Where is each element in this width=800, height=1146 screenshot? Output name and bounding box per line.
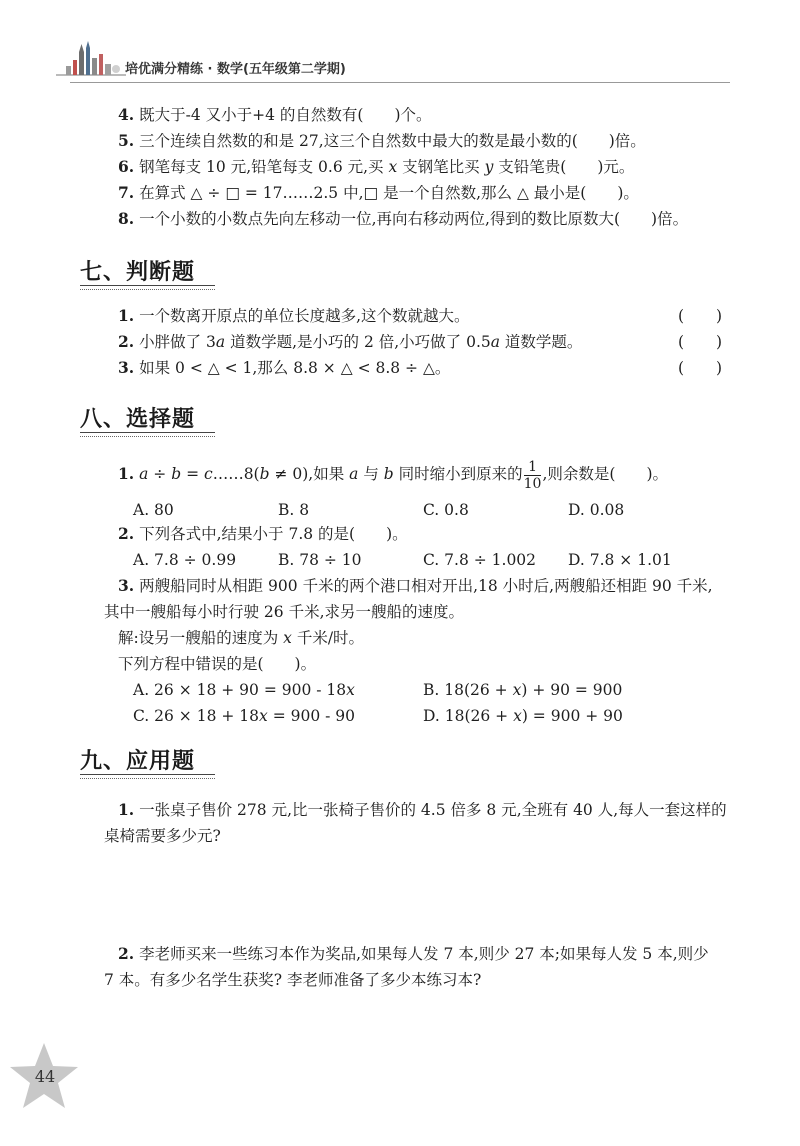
section-underline (80, 285, 215, 292)
item-number: 1. (118, 306, 135, 325)
option-c: C. 7.8 ÷ 1.002 (423, 551, 537, 569)
item-text-part: 钢笔每支 10 元,铅笔每支 0.6 元,买 (139, 158, 389, 176)
item-text: 三个连续自然数的和是 27,这三个自然数中最大的数是最小数的( )倍。 (139, 132, 646, 150)
solution-line: 解:设另一艘船的速度为 x 千米/时。 (118, 629, 365, 647)
item-number: 3. (118, 358, 135, 377)
option-a: A. 7.8 ÷ 0.99 (133, 551, 237, 569)
section-underline (80, 432, 215, 439)
section-title-apply: 九、应用题 (80, 749, 196, 774)
item-number: 4. (118, 105, 135, 124)
option-a: A. 26 × 18 + 90 = 900 - 18x (133, 681, 355, 699)
item-number: 2. (118, 524, 135, 543)
item-text: 如果 0 < △ < 1,那么 8.8 × △ < 8.8 ÷ △。 (139, 359, 451, 377)
option-a: A. 80 (133, 501, 174, 519)
variable: x (283, 629, 292, 647)
item-text: 两艘船同时从相距 900 千米的两个港口相对开出,18 小时后,两艘船还相距 90 千米, (139, 577, 713, 595)
option-c: C. 26 × 18 + 18x = 900 - 90 (133, 707, 356, 725)
fill-blank-item (118, 157, 634, 177)
apply-question-1-line1 (118, 800, 727, 820)
item-text: 下列各式中,结果小于 7.8 的是( )。 (139, 525, 408, 543)
item-number: 6. (118, 157, 135, 176)
apply-question-1-line2: 桌椅需要多少元? (104, 827, 221, 845)
option-c: C. 0.8 (423, 501, 469, 519)
option-d: D. 18(26 + x) = 900 + 90 (423, 707, 623, 725)
option-d: D. 7.8 × 1.01 (568, 551, 672, 569)
item-number: 5. (118, 131, 135, 150)
option-d: D. 0.08 (568, 501, 625, 519)
fill-blank-item (118, 209, 688, 229)
variable: a (490, 333, 500, 351)
book-title: 培优满分精练 · 数学(五年级第二学期) (125, 62, 346, 77)
item-text-part: 小胖做了 3 (139, 333, 216, 351)
item-text: 一个数离开原点的单位长度越多,这个数就越大。 (139, 307, 470, 325)
section-title-judge: 七、判断题 (80, 260, 196, 285)
fill-blank-item (118, 105, 432, 125)
choice-question-1: 1. a ÷ b = c……8(b ≠ 0),如果 a 与 b 同时缩小到原来的 $\frac{1}{10}$ ,则余数是( )。 (118, 458, 668, 492)
item-text-part: 支钢笔比买 (397, 158, 485, 176)
variable: x (388, 158, 398, 176)
option-b: B. 78 ÷ 10 (278, 551, 362, 569)
fraction: $\frac{1}{10}$ (523, 458, 542, 492)
item-text: 一张桌子售价 278 元,比一张椅子售价的 4.5 倍多 8 元,全班有 40 人,每人一套这样的 (139, 801, 727, 819)
item-number: 3. (118, 576, 135, 595)
apply-question-2-line1 (118, 944, 709, 964)
item-number: 7. (118, 183, 135, 202)
item-number: 8. (118, 209, 135, 228)
judge-item (118, 332, 582, 352)
choice-question-3-ask: 下列方程中错误的是( )。 (118, 655, 317, 673)
section-underline (80, 774, 215, 781)
item-number: 1. (118, 464, 135, 483)
option-b: B. 8 (278, 501, 310, 519)
header-divider (70, 82, 730, 83)
choice-question-3-line1 (118, 576, 713, 596)
choice-question-3-line2: 其中一艘船每小时行驶 26 千米,求另一艘船的速度。 (104, 603, 465, 621)
city-skyline-icon (52, 38, 127, 82)
choice-question-2 (118, 524, 408, 544)
item-text: 一个小数的小数点先向左移动一位,再向右移动两位,得到的数比原数大( )倍。 (139, 210, 689, 228)
item-text-part: 道数学题。 (500, 333, 583, 351)
item-text-part: 道数学题,是小巧的 2 倍,小巧做了 0.5 (225, 333, 491, 351)
page-header (0, 38, 800, 88)
page-number: 44 (34, 1067, 56, 1086)
variable: a (215, 333, 226, 351)
item-number: 2. (118, 944, 135, 963)
item-number: 2. (118, 332, 135, 351)
item-text: 既大于-4 又小于+4 的自然数有( )个。 (139, 106, 432, 124)
item-text-part: 支铅笔贵( )元。 (493, 158, 635, 176)
judge-item (118, 306, 470, 326)
section-title-choice: 八、选择题 (80, 407, 196, 432)
fill-blank-item (118, 131, 646, 151)
item-number: 1. (118, 800, 135, 819)
item-text: 在算式 △ ÷ □ = 17……2.5 中,□ 是一个自然数,那么 △ 最小是( )。 (139, 184, 639, 202)
fill-blank-item (118, 183, 639, 203)
option-b: B. 18(26 + x) + 90 = 900 (423, 681, 623, 699)
item-text: 李老师买来一些练习本作为奖品,如果每人发 7 本,则少 27 本;如果每人发 5 本,则少 (139, 945, 709, 963)
apply-question-2-line2: 7 本。有多少名学生获奖? 李老师准备了多少本练习本? (104, 971, 482, 989)
variable: y (484, 158, 494, 176)
judge-item (118, 358, 450, 378)
